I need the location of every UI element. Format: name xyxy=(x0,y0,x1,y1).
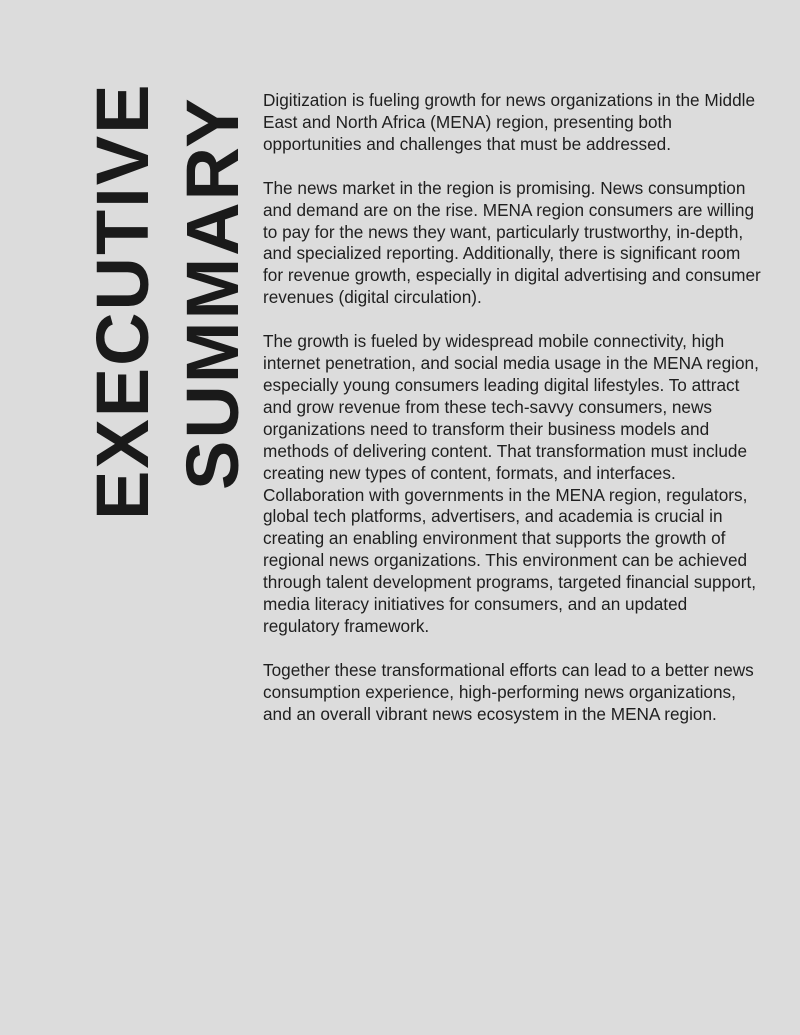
summary-body xyxy=(263,90,763,748)
heading-line-executive: EXECUTIVE xyxy=(81,82,164,520)
heading-line-summary: SUMMARY xyxy=(171,96,254,490)
paragraph-intro: Digitization is fueling growth for news organizations in the Middle East and North Africa (MENA) region, presenting both opportunities and challenges that must be addressed. xyxy=(263,90,756,154)
paragraph-conclusion: Together these transformational efforts can lead to a better news consumption experience, high-performing news organizations, and an overall vibrant news ecosystem in the MENA region. xyxy=(263,659,754,724)
paragraph-growth: The growth is fueled by widespread mobile connectivity, high internet penetration, and social media usage in the MENA region, especially young consumers leading digital lifestyles. To attract and grow revenue from these tech-savvy consumers, news organizations need to transform their business models and methods of delivering content. That transformation must include creating new types of content, formats, and interfaces. Collaboration with governments in the MENA region, regulators, global tech platforms, advertisers, and academia is crucial in creating an enabling environment that supports the growth of regional news organizations. This environment can be achieved through talent development programs, targeted financial support, media literacy initiatives for consumers, and an updated regulatory framework. xyxy=(263,331,759,636)
section-heading xyxy=(0,0,254,1035)
paragraph-market: The news market in the region is promising. News consumption and demand are on the rise. MENA region consumers are willing to pay for the news they want, particularly trustworthy, in-depth, and specialized reporting. Additionally, there is significant room for revenue growth, especially in digital advertising and consumer revenues (digital circulation). xyxy=(263,177,761,308)
